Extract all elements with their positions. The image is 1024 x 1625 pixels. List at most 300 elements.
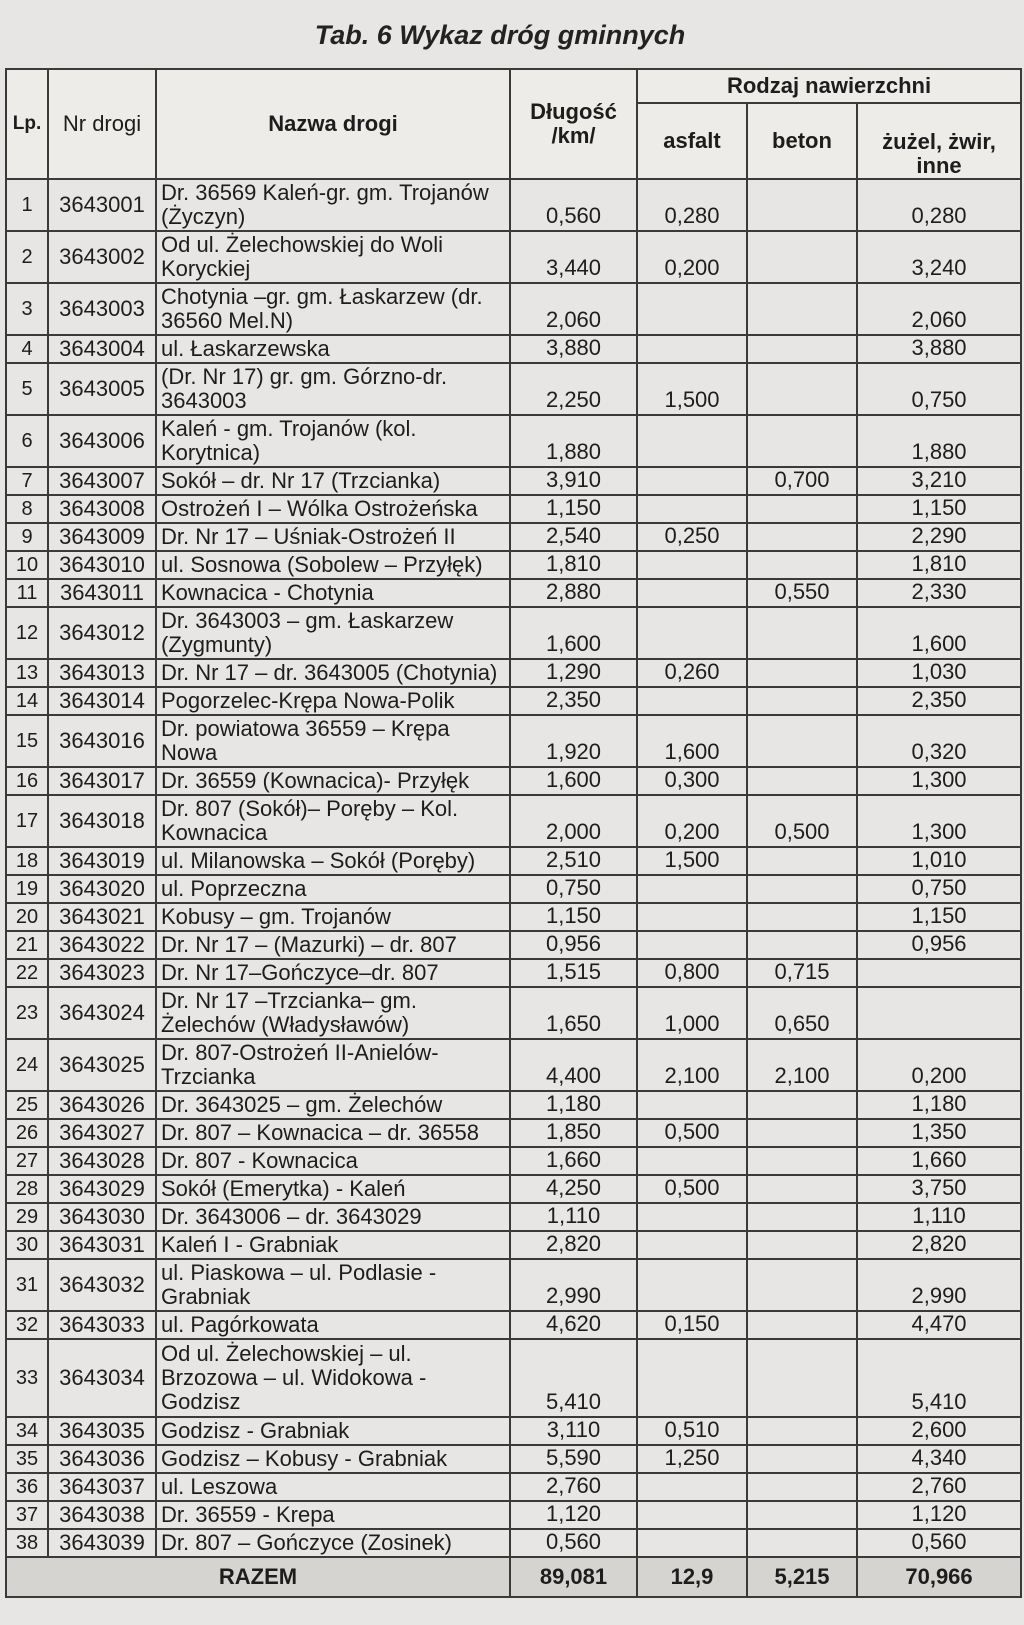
row-asphalt: 0,150 (637, 1311, 747, 1339)
row-other-surface: 1,150 (857, 903, 1021, 931)
row-road-number: 3643035 (48, 1417, 156, 1445)
row-lp: 6 (6, 415, 48, 467)
row-asphalt: 1,500 (637, 847, 747, 875)
row-lp: 4 (6, 335, 48, 363)
row-road-number: 3643037 (48, 1473, 156, 1501)
row-road-name: Kobusy – gm. Trojanów (156, 903, 510, 931)
row-other-surface: 0,320 (857, 715, 1021, 767)
row-length: 2,990 (510, 1259, 637, 1311)
total-asphalt: 12,9 (637, 1557, 747, 1597)
table-row (6, 1529, 1021, 1557)
row-lp: 17 (6, 795, 48, 847)
row-concrete (747, 335, 857, 363)
row-asphalt: 0,800 (637, 959, 747, 987)
row-other-surface: 4,340 (857, 1445, 1021, 1473)
table-row (6, 415, 1021, 467)
row-concrete (747, 1501, 857, 1529)
row-lp: 24 (6, 1039, 48, 1091)
row-road-number: 3643013 (48, 659, 156, 687)
row-asphalt: 0,200 (637, 231, 747, 283)
row-concrete (747, 523, 857, 551)
row-length: 1,600 (510, 607, 637, 659)
total-length: 89,081 (510, 1557, 637, 1597)
row-road-name: Od ul. Żelechowskiej – ul. Brzozowa – ul. Widokowa - Godzisz (156, 1339, 510, 1417)
row-lp: 35 (6, 1445, 48, 1473)
row-road-name: Dr. Nr 17–Gończyce–dr. 807 (156, 959, 510, 987)
row-road-name: Dr. powiatowa 36559 – Krępa Nowa (156, 715, 510, 767)
row-other-surface: 1,300 (857, 767, 1021, 795)
row-road-number: 3643016 (48, 715, 156, 767)
table-row (6, 1091, 1021, 1119)
row-road-number: 3643010 (48, 551, 156, 579)
row-length: 1,120 (510, 1501, 637, 1529)
row-road-number: 3643005 (48, 363, 156, 415)
row-lp: 22 (6, 959, 48, 987)
row-length: 1,880 (510, 415, 637, 467)
row-other-surface: 0,280 (857, 179, 1021, 231)
row-other-surface: 0,560 (857, 1529, 1021, 1557)
row-concrete (747, 1203, 857, 1231)
row-road-name: Chotynia –gr. gm. Łaskarzew (dr. 36560 Mel.N) (156, 283, 510, 335)
row-lp: 31 (6, 1259, 48, 1311)
row-road-name: Dr. 807-Ostrożeń II-Anielów-Trzcianka (156, 1039, 510, 1091)
row-other-surface: 1,880 (857, 415, 1021, 467)
row-road-name: Dr. Nr 17 –Trzcianka– gm. Żelechów (Władysławów) (156, 987, 510, 1039)
row-road-name: Sokół (Emerytka) - Kaleń (156, 1175, 510, 1203)
row-lp: 11 (6, 579, 48, 607)
row-length: 1,660 (510, 1147, 637, 1175)
row-concrete (747, 931, 857, 959)
row-other-surface: 2,760 (857, 1473, 1021, 1501)
row-road-number: 3643006 (48, 415, 156, 467)
table-body (6, 179, 1021, 1557)
row-road-number: 3643012 (48, 607, 156, 659)
row-lp: 13 (6, 659, 48, 687)
row-lp: 26 (6, 1119, 48, 1147)
table-row (6, 715, 1021, 767)
table-row (6, 875, 1021, 903)
row-asphalt: 0,280 (637, 179, 747, 231)
row-lp: 32 (6, 1311, 48, 1339)
row-asphalt (637, 1473, 747, 1501)
row-asphalt (637, 1203, 747, 1231)
row-asphalt: 0,510 (637, 1417, 747, 1445)
table-row (6, 659, 1021, 687)
row-lp: 19 (6, 875, 48, 903)
row-other-surface: 2,330 (857, 579, 1021, 607)
table-row (6, 363, 1021, 415)
table-row (6, 231, 1021, 283)
row-asphalt: 1,000 (637, 987, 747, 1039)
table-row (6, 495, 1021, 523)
row-lp: 7 (6, 467, 48, 495)
table-row (6, 1231, 1021, 1259)
row-asphalt (637, 1147, 747, 1175)
row-other-surface: 1,030 (857, 659, 1021, 687)
row-road-name: Kaleń I - Grabniak (156, 1231, 510, 1259)
row-length: 1,150 (510, 495, 637, 523)
row-road-name: Kaleń - gm. Trojanów (kol. Korytnica) (156, 415, 510, 467)
row-concrete: 0,550 (747, 579, 857, 607)
row-concrete (747, 1231, 857, 1259)
row-road-name: ul. Piaskowa – ul. Podlasie - Grabniak (156, 1259, 510, 1311)
row-other-surface: 2,290 (857, 523, 1021, 551)
row-road-number: 3643025 (48, 1039, 156, 1091)
row-asphalt (637, 1259, 747, 1311)
row-road-number: 3643028 (48, 1147, 156, 1175)
row-lp: 5 (6, 363, 48, 415)
row-asphalt (637, 283, 747, 335)
row-lp: 33 (6, 1339, 48, 1417)
row-asphalt: 0,500 (637, 1119, 747, 1147)
table-row (6, 1501, 1021, 1529)
row-other-surface: 1,350 (857, 1119, 1021, 1147)
row-asphalt (637, 1501, 747, 1529)
row-length: 4,400 (510, 1039, 637, 1091)
row-length: 1,110 (510, 1203, 637, 1231)
row-length: 2,510 (510, 847, 637, 875)
row-other-surface: 0,750 (857, 875, 1021, 903)
row-other-surface: 3,880 (857, 335, 1021, 363)
row-road-number: 3643004 (48, 335, 156, 363)
row-other-surface (857, 987, 1021, 1039)
row-concrete (747, 903, 857, 931)
row-lp: 27 (6, 1147, 48, 1175)
row-length: 0,750 (510, 875, 637, 903)
table-row (6, 283, 1021, 335)
row-length: 3,110 (510, 1417, 637, 1445)
row-other-surface: 2,350 (857, 687, 1021, 715)
row-concrete: 0,500 (747, 795, 857, 847)
row-concrete (747, 179, 857, 231)
table-row (6, 767, 1021, 795)
row-concrete: 2,100 (747, 1039, 857, 1091)
row-road-name: (Dr. Nr 17) gr. gm. Górzno-dr. 3643003 (156, 363, 510, 415)
row-lp: 14 (6, 687, 48, 715)
row-asphalt (637, 1091, 747, 1119)
row-lp: 12 (6, 607, 48, 659)
row-road-name: Dr. 807 (Sokół)– Poręby – Kol. Kownacica (156, 795, 510, 847)
row-road-number: 3643001 (48, 179, 156, 231)
row-road-number: 3643024 (48, 987, 156, 1039)
row-road-name: Dr. 807 – Gończyce (Zosinek) (156, 1529, 510, 1557)
row-concrete: 0,700 (747, 467, 857, 495)
row-concrete (747, 1311, 857, 1339)
row-asphalt (637, 551, 747, 579)
row-concrete (747, 847, 857, 875)
row-road-number: 3643020 (48, 875, 156, 903)
row-asphalt (637, 607, 747, 659)
table-row (6, 179, 1021, 231)
row-road-name: Dr. Nr 17 – (Mazurki) – dr. 807 (156, 931, 510, 959)
row-length: 5,590 (510, 1445, 637, 1473)
table-row (6, 1311, 1021, 1339)
table-row (6, 523, 1021, 551)
header-length: Długość /km/ (510, 69, 637, 179)
row-other-surface: 3,750 (857, 1175, 1021, 1203)
table-row (6, 931, 1021, 959)
row-other-surface: 1,300 (857, 795, 1021, 847)
row-other-surface: 4,470 (857, 1311, 1021, 1339)
row-road-name: Kownacica - Chotynia (156, 579, 510, 607)
row-length: 0,956 (510, 931, 637, 959)
table-row (6, 551, 1021, 579)
row-road-name: Sokół – dr. Nr 17 (Trzcianka) (156, 467, 510, 495)
row-other-surface: 1,010 (857, 847, 1021, 875)
row-asphalt (637, 579, 747, 607)
row-road-number: 3643029 (48, 1175, 156, 1203)
row-concrete (747, 1473, 857, 1501)
row-lp: 37 (6, 1501, 48, 1529)
row-length: 1,810 (510, 551, 637, 579)
row-road-number: 3643019 (48, 847, 156, 875)
row-road-number: 3643027 (48, 1119, 156, 1147)
header-lp: Lp. (6, 69, 48, 179)
table-row (6, 1039, 1021, 1091)
row-concrete (747, 607, 857, 659)
row-road-name: ul. Pagórkowata (156, 1311, 510, 1339)
row-other-surface: 0,956 (857, 931, 1021, 959)
row-road-number: 3643021 (48, 903, 156, 931)
row-concrete (747, 283, 857, 335)
row-concrete (747, 1147, 857, 1175)
row-road-name: Dr. 807 – Kownacica – dr. 36558 (156, 1119, 510, 1147)
row-other-surface: 1,660 (857, 1147, 1021, 1175)
row-length: 1,600 (510, 767, 637, 795)
row-concrete (747, 1445, 857, 1473)
row-asphalt (637, 931, 747, 959)
row-other-surface: 5,410 (857, 1339, 1021, 1417)
row-road-name: Dr. 807 - Kownacica (156, 1147, 510, 1175)
table-row (6, 1339, 1021, 1417)
row-concrete (747, 363, 857, 415)
table-row (6, 1259, 1021, 1311)
row-road-name: Godzisz – Kobusy - Grabniak (156, 1445, 510, 1473)
table-row (6, 1203, 1021, 1231)
table-row (6, 1417, 1021, 1445)
table-row (6, 607, 1021, 659)
row-asphalt (637, 467, 747, 495)
table-row (6, 959, 1021, 987)
row-asphalt (637, 903, 747, 931)
row-concrete (747, 415, 857, 467)
row-lp: 10 (6, 551, 48, 579)
total-other: 70,966 (857, 1557, 1021, 1597)
row-other-surface: 1,180 (857, 1091, 1021, 1119)
row-asphalt (637, 495, 747, 523)
table-row (6, 795, 1021, 847)
row-road-name: Dr. 36569 Kaleń-gr. gm. Trojanów (Życzyn) (156, 179, 510, 231)
row-lp: 34 (6, 1417, 48, 1445)
row-length: 3,880 (510, 335, 637, 363)
row-road-name: ul. Leszowa (156, 1473, 510, 1501)
row-asphalt (637, 335, 747, 363)
row-length: 4,620 (510, 1311, 637, 1339)
row-other-surface: 3,240 (857, 231, 1021, 283)
row-asphalt (637, 875, 747, 903)
row-road-number: 3643034 (48, 1339, 156, 1417)
row-length: 3,910 (510, 467, 637, 495)
row-length: 2,250 (510, 363, 637, 415)
row-concrete (747, 551, 857, 579)
header-other-surface: żużel, żwir, inne (857, 103, 1021, 179)
row-road-name: Pogorzelec-Krępa Nowa-Polik (156, 687, 510, 715)
row-lp: 2 (6, 231, 48, 283)
row-other-surface: 2,600 (857, 1417, 1021, 1445)
row-asphalt (637, 415, 747, 467)
row-other-surface: 2,820 (857, 1231, 1021, 1259)
row-lp: 28 (6, 1175, 48, 1203)
row-lp: 9 (6, 523, 48, 551)
row-asphalt: 0,250 (637, 523, 747, 551)
row-concrete (747, 1119, 857, 1147)
row-lp: 23 (6, 987, 48, 1039)
row-lp: 38 (6, 1529, 48, 1557)
row-concrete (747, 1175, 857, 1203)
row-road-number: 3643026 (48, 1091, 156, 1119)
row-asphalt: 2,100 (637, 1039, 747, 1091)
row-lp: 1 (6, 179, 48, 231)
row-other-surface: 2,990 (857, 1259, 1021, 1311)
table-row (6, 467, 1021, 495)
row-other-surface: 2,060 (857, 283, 1021, 335)
row-length: 2,760 (510, 1473, 637, 1501)
row-road-number: 3643036 (48, 1445, 156, 1473)
row-length: 3,440 (510, 231, 637, 283)
row-length: 5,410 (510, 1339, 637, 1417)
row-asphalt (637, 1339, 747, 1417)
header-surface-type: Rodzaj nawierzchni (637, 69, 1021, 103)
table-row (6, 1175, 1021, 1203)
row-length: 1,920 (510, 715, 637, 767)
row-other-surface (857, 959, 1021, 987)
row-concrete (747, 1091, 857, 1119)
row-road-name: ul. Poprzeczna (156, 875, 510, 903)
row-road-name: ul. Sosnowa (Sobolew – Przyłęk) (156, 551, 510, 579)
row-lp: 21 (6, 931, 48, 959)
table-title: Tab. 6 Wykaz dróg gminnych (314, 20, 686, 50)
table-row (6, 335, 1021, 363)
table-row (6, 1147, 1021, 1175)
row-length: 1,515 (510, 959, 637, 987)
table-row (6, 579, 1021, 607)
row-other-surface: 0,750 (857, 363, 1021, 415)
row-concrete (747, 659, 857, 687)
row-asphalt (637, 1529, 747, 1557)
row-asphalt: 0,260 (637, 659, 747, 687)
row-concrete (747, 1339, 857, 1417)
row-lp: 18 (6, 847, 48, 875)
row-concrete (747, 495, 857, 523)
row-lp: 29 (6, 1203, 48, 1231)
row-concrete (747, 715, 857, 767)
row-road-name: Dr. 3643025 – gm. Żelechów (156, 1091, 510, 1119)
row-road-number: 3643011 (48, 579, 156, 607)
row-lp: 3 (6, 283, 48, 335)
row-other-surface: 1,120 (857, 1501, 1021, 1529)
row-road-name: Dr. Nr 17 – dr. 3643005 (Chotynia) (156, 659, 510, 687)
row-length: 1,650 (510, 987, 637, 1039)
row-road-number: 3643017 (48, 767, 156, 795)
row-concrete (747, 1259, 857, 1311)
row-length: 0,560 (510, 1529, 637, 1557)
row-road-number: 3643014 (48, 687, 156, 715)
row-length: 2,820 (510, 1231, 637, 1259)
row-road-number: 3643031 (48, 1231, 156, 1259)
row-road-number: 3643032 (48, 1259, 156, 1311)
row-lp: 36 (6, 1473, 48, 1501)
total-row (6, 1557, 1021, 1597)
row-road-name: Godzisz - Grabniak (156, 1417, 510, 1445)
row-concrete (747, 1529, 857, 1557)
header-road-name: Nazwa drogi (156, 69, 510, 179)
row-concrete (747, 875, 857, 903)
row-road-number: 3643022 (48, 931, 156, 959)
row-length: 2,540 (510, 523, 637, 551)
row-road-number: 3643008 (48, 495, 156, 523)
table-row (6, 1119, 1021, 1147)
row-concrete (747, 687, 857, 715)
row-length: 2,000 (510, 795, 637, 847)
row-other-surface: 1,150 (857, 495, 1021, 523)
row-road-number: 3643009 (48, 523, 156, 551)
row-other-surface: 1,810 (857, 551, 1021, 579)
row-road-number: 3643033 (48, 1311, 156, 1339)
row-asphalt: 1,600 (637, 715, 747, 767)
row-asphalt: 0,200 (637, 795, 747, 847)
row-lp: 16 (6, 767, 48, 795)
table-footer (6, 1557, 1021, 1597)
row-other-surface: 1,600 (857, 607, 1021, 659)
table-row (6, 687, 1021, 715)
row-lp: 8 (6, 495, 48, 523)
row-other-surface: 3,210 (857, 467, 1021, 495)
row-road-name: Dr. Nr 17 – Uśniak-Ostrożeń II (156, 523, 510, 551)
row-lp: 20 (6, 903, 48, 931)
row-concrete: 0,715 (747, 959, 857, 987)
table-row (6, 1473, 1021, 1501)
header-concrete: beton (747, 103, 857, 179)
row-lp: 30 (6, 1231, 48, 1259)
row-road-number: 3643018 (48, 795, 156, 847)
row-concrete (747, 1417, 857, 1445)
table-row (6, 903, 1021, 931)
total-label: RAZEM (6, 1557, 510, 1597)
table-row (6, 1445, 1021, 1473)
row-lp: 25 (6, 1091, 48, 1119)
total-concrete: 5,215 (747, 1557, 857, 1597)
row-concrete: 0,650 (747, 987, 857, 1039)
row-other-surface: 1,110 (857, 1203, 1021, 1231)
row-asphalt: 0,300 (637, 767, 747, 795)
row-asphalt: 0,500 (637, 1175, 747, 1203)
row-road-name: Dr. 36559 (Kownacica)- Przyłęk (156, 767, 510, 795)
row-length: 4,250 (510, 1175, 637, 1203)
row-asphalt: 1,500 (637, 363, 747, 415)
row-concrete (747, 767, 857, 795)
row-length: 1,290 (510, 659, 637, 687)
row-road-name: ul. Łaskarzewska (156, 335, 510, 363)
row-asphalt (637, 1231, 747, 1259)
row-road-name: Od ul. Żelechowskiej do Woli Koryckiej (156, 231, 510, 283)
row-length: 1,150 (510, 903, 637, 931)
table-row (6, 847, 1021, 875)
row-road-number: 3643030 (48, 1203, 156, 1231)
table-row (6, 987, 1021, 1039)
row-road-name: Dr. 3643006 – dr. 3643029 (156, 1203, 510, 1231)
row-lp: 15 (6, 715, 48, 767)
header-asphalt: asfalt (637, 103, 747, 179)
